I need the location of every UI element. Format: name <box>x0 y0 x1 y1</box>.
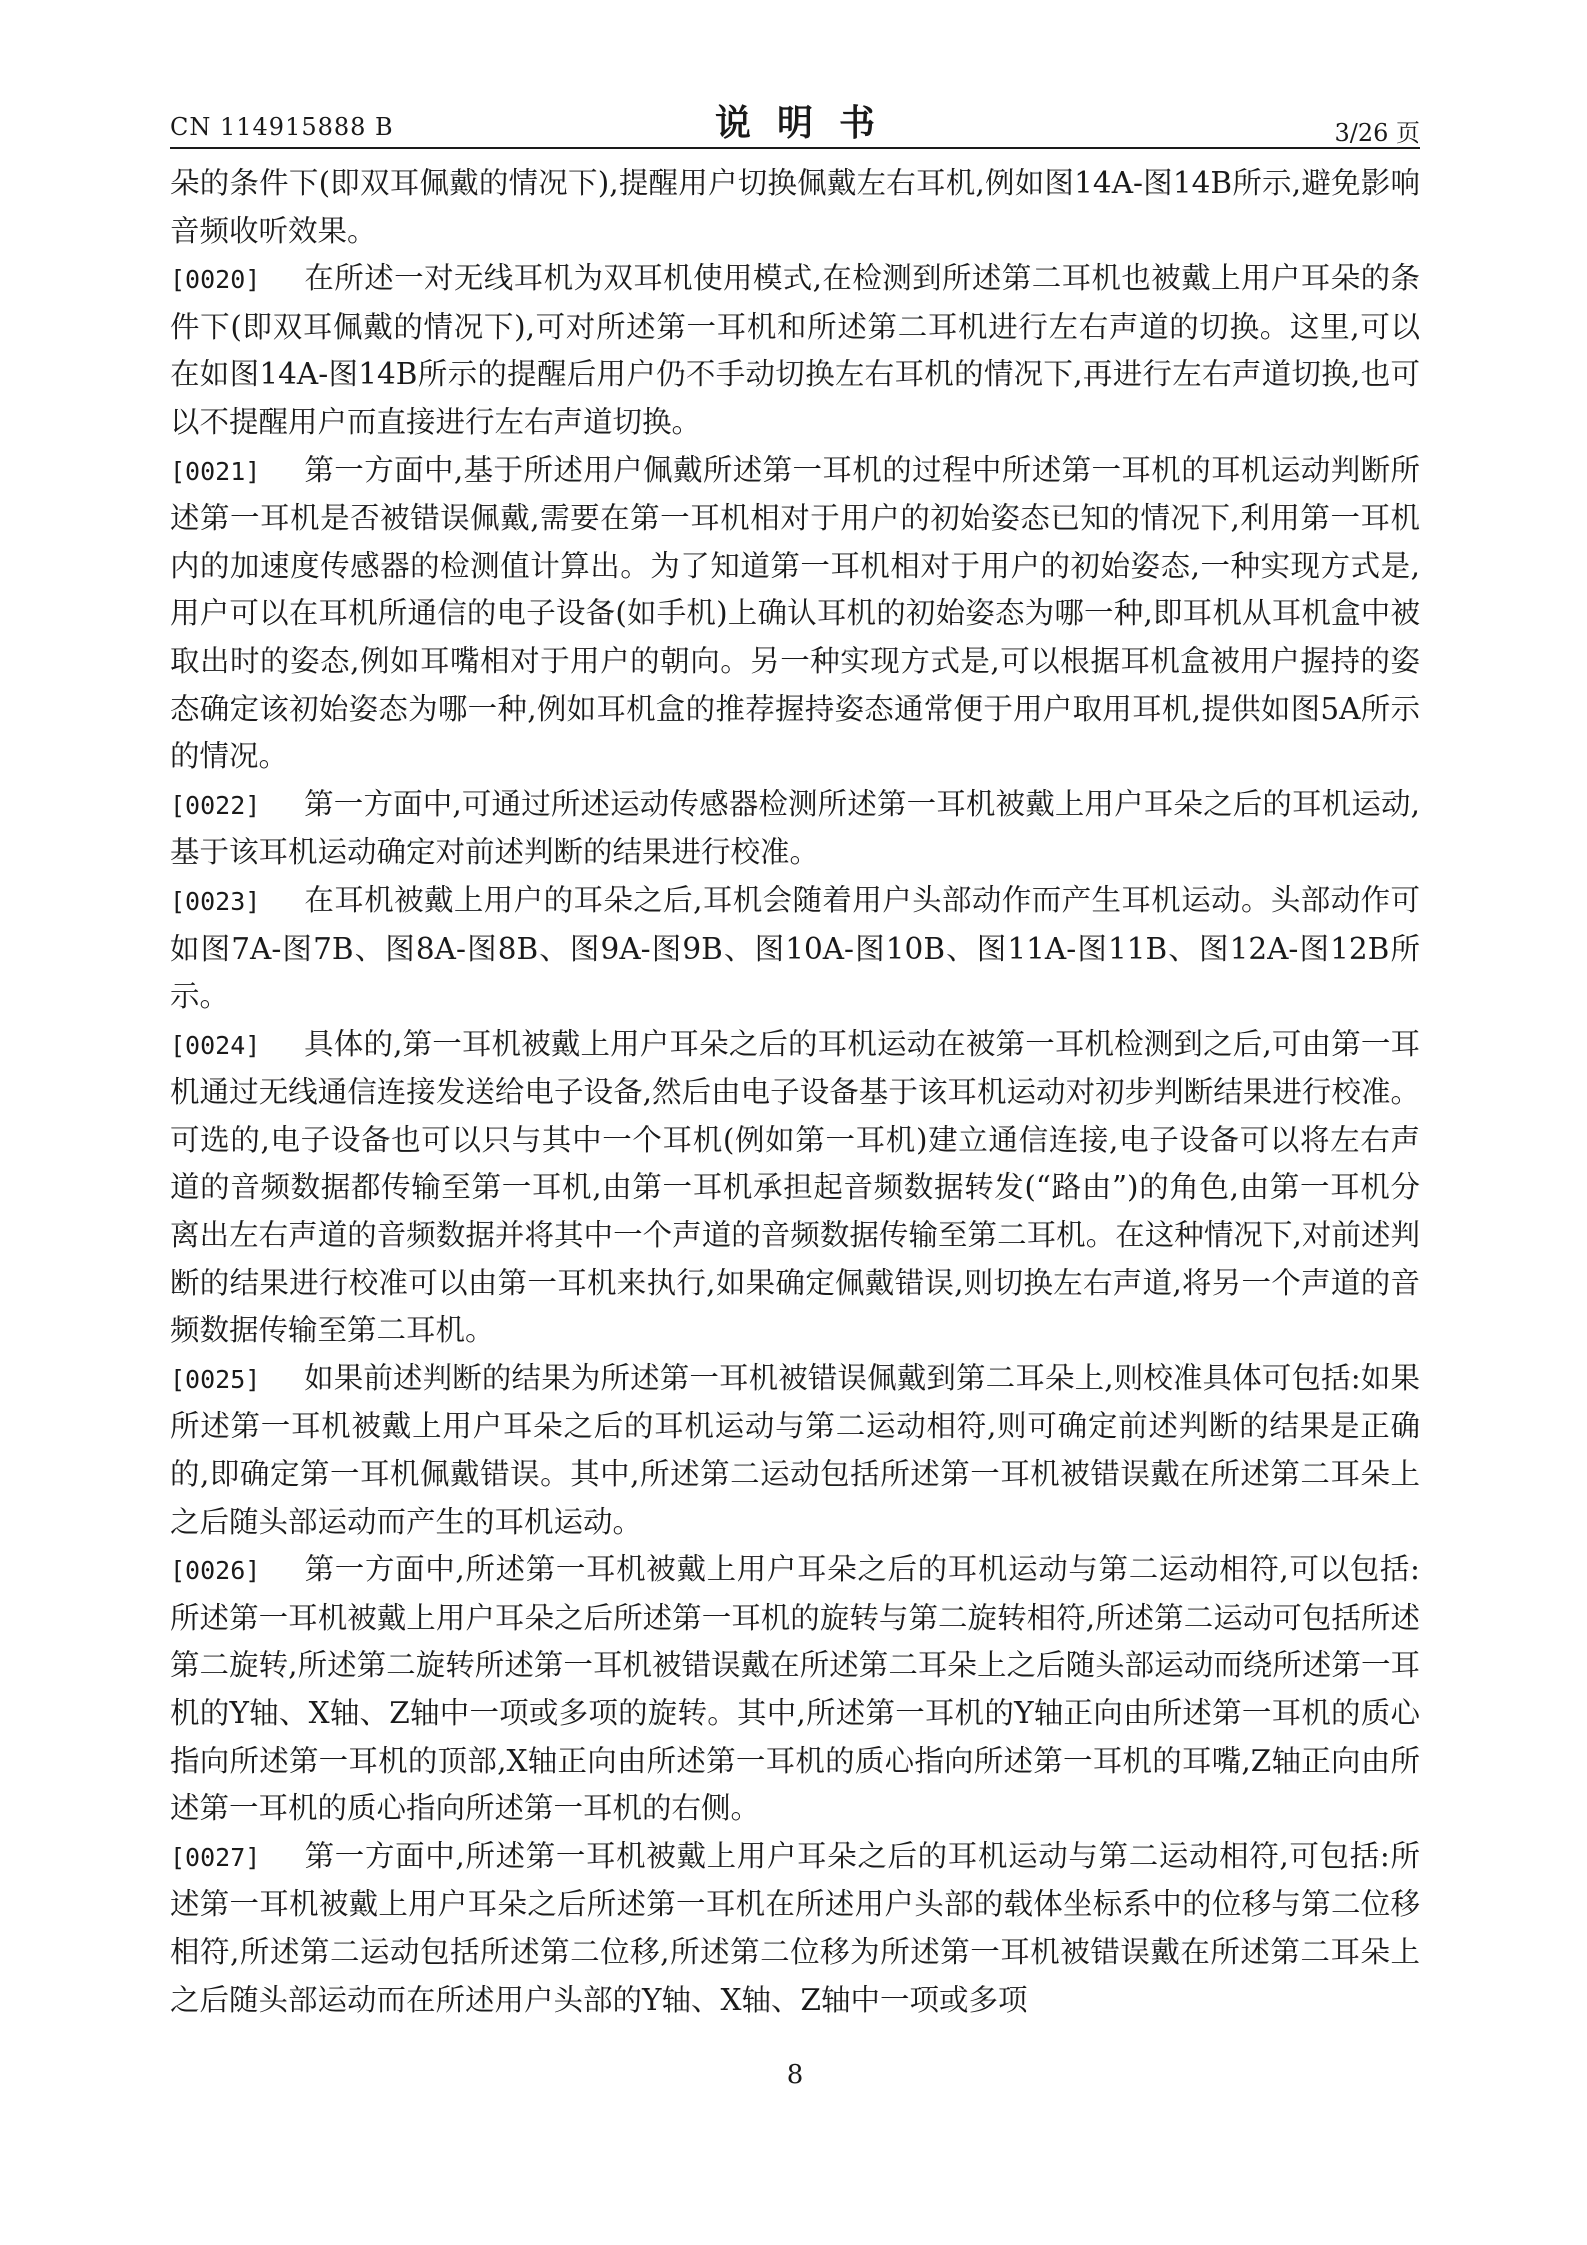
paragraph-0027 <box>170 1833 1420 2024</box>
paragraph-text: 在耳机被戴上用户的耳朵之后,耳机会随着用户头部动作而产生耳机运动。头部动作可如图7A-图7B、图8A-图8B、图9A-图9B、图10A-图10B、图11A-图11B、图12A-图12B所示。 <box>170 882 1420 1014</box>
paragraph-number: [0024] <box>170 1030 261 1060</box>
paragraph-text: 第一方面中,基于所述用户佩戴所述第一耳机的过程中所述第一耳机的耳机运动判断所述第一耳机是否被错误佩戴,需要在第一耳机相对于用户的初始姿态已知的情况下,利用第一耳机内的加速度传感器的检测值计算出。为了知道第一耳机相对于用户的初始姿态,一种实现方式是,用户可以在耳机所通信的电子设备(如手机)上确认耳机的初始姿态为哪一种,即耳机从耳机盒中被取出时的姿态,例如耳嘴相对于用户的朝向。另一种实现方式是,可以根据耳机盒被用户握持的姿态确定该初始姿态为哪一种,例如耳机盒的推荐握持姿态通常便于用户取用耳机,提供如图5A所示的情况。 <box>170 452 1420 774</box>
paragraph-0020 <box>170 255 1420 446</box>
paragraph-0026 <box>170 1546 1420 1833</box>
paragraph-0022 <box>170 781 1420 877</box>
paragraph-text: 如果前述判断的结果为所述第一耳机被错误佩戴到第二耳朵上,则校准具体可包括:如果所述第一耳机被戴上用户耳朵之后的耳机运动与第二运动相符,则可确定前述判断的结果是正确的,即确定第一耳机佩戴错误。其中,所述第二运动包括所述第一耳机被错误戴在所述第二耳朵上之后随头部运动而产生的耳机运动。 <box>170 1360 1420 1539</box>
paragraph-text: 第一方面中,所述第一耳机被戴上用户耳朵之后的耳机运动与第二运动相符,可以包括:所述第一耳机被戴上用户耳朵之后所述第一耳机的旋转与第二旋转相符,所述第二运动可包括所述第二旋转,所述第二旋转所述第一耳机被错误戴在所述第二耳朵上之后随头部运动而绕所述第一耳机的Y轴、X轴、Z轴中一项或多项的旋转。其中,所述第一耳机的Y轴正向由所述第一耳机的质心指向所述第一耳机的顶部,X轴正向由所述第一耳机的质心指向所述第一耳机的耳嘴,Z轴正向由所述第一耳机的质心指向所述第一耳机的右侧。 <box>170 1552 1420 1826</box>
paragraph-number: [0027] <box>170 1842 261 1872</box>
patent-number: CN 114915888 B <box>170 113 394 141</box>
paragraph-number: [0020] <box>170 265 261 295</box>
page-info: 3/26 页 <box>1334 119 1420 147</box>
paragraph-0024 <box>170 1021 1420 1355</box>
paragraph-number: [0023] <box>170 886 261 916</box>
paragraph-number: [0025] <box>170 1364 261 1394</box>
paragraph-text: 具体的,第一耳机被戴上用户耳朵之后的耳机运动在被第一耳机检测到之后,可由第一耳机通过无线通信连接发送给电子设备,然后由电子设备基于该耳机运动对初步判断结果进行校准。可选的,电子设备也可以只与其中一个耳机(例如第一耳机)建立通信连接,电子设备可以将左右声道的音频数据都传输至第一耳机,由第一耳机承担起音频数据转发(“路由”)的角色,由第一耳机分离出左右声道的音频数据并将其中一个声道的音频数据传输至第二耳机。在这种情况下,对前述判断的结果进行校准可以由第一耳机来执行,如果确定佩戴错误,则切换左右声道,将另一个声道的音频数据传输至第二耳机。 <box>170 1026 1420 1348</box>
paragraph-number: [0022] <box>170 790 261 820</box>
page-footer <box>170 2060 1420 2090</box>
paragraph-0023 <box>170 877 1420 1021</box>
paragraph-continuation <box>170 160 1420 255</box>
paragraph-text: 第一方面中,所述第一耳机被戴上用户耳朵之后的耳机运动与第二运动相符,可包括:所述第一耳机被戴上用户耳朵之后所述第一耳机在所述用户头部的载体坐标系中的位移与第二位移相符,所述第二运动包括所述第二位移,所述第二位移为所述第一耳机被错误戴在所述第二耳朵上之后随头部运动而在所述用户头部的Y轴、X轴、Z轴中一项或多项 <box>170 1838 1420 2017</box>
paragraph-0021 <box>170 447 1420 781</box>
paragraph-text: 第一方面中,可通过所述运动传感器检测所述第一耳机被戴上用户耳朵之后的耳机运动,基于该耳机运动确定对前述判断的结果进行校准。 <box>170 786 1420 870</box>
document-body <box>170 160 1420 2024</box>
page-number: 8 <box>786 2060 804 2090</box>
paragraph-text: 在所述一对无线耳机为双耳机使用模式,在检测到所述第二耳机也被戴上用户耳朵的条件下(即双耳佩戴的情况下),可对所述第一耳机和所述第二耳机进行左右声道的切换。这里,可以在如图14A-图14B所示的提醒后用户仍不手动切换左右耳机的情况下,再进行左右声道切换,也可以不提醒用户而直接进行左右声道切换。 <box>170 261 1420 439</box>
page-header <box>170 95 1420 155</box>
paragraph-number: [0026] <box>170 1556 261 1586</box>
paragraph-text: 朵的条件下(即双耳佩戴的情况下),提醒用户切换佩戴左右耳机,例如图14A-图14B所示,避免影响音频收听效果。 <box>170 166 1420 248</box>
header-divider <box>170 147 1420 149</box>
paragraph-0025 <box>170 1355 1420 1546</box>
document-title: 说明书 <box>714 102 901 144</box>
paragraph-number: [0021] <box>170 456 261 486</box>
